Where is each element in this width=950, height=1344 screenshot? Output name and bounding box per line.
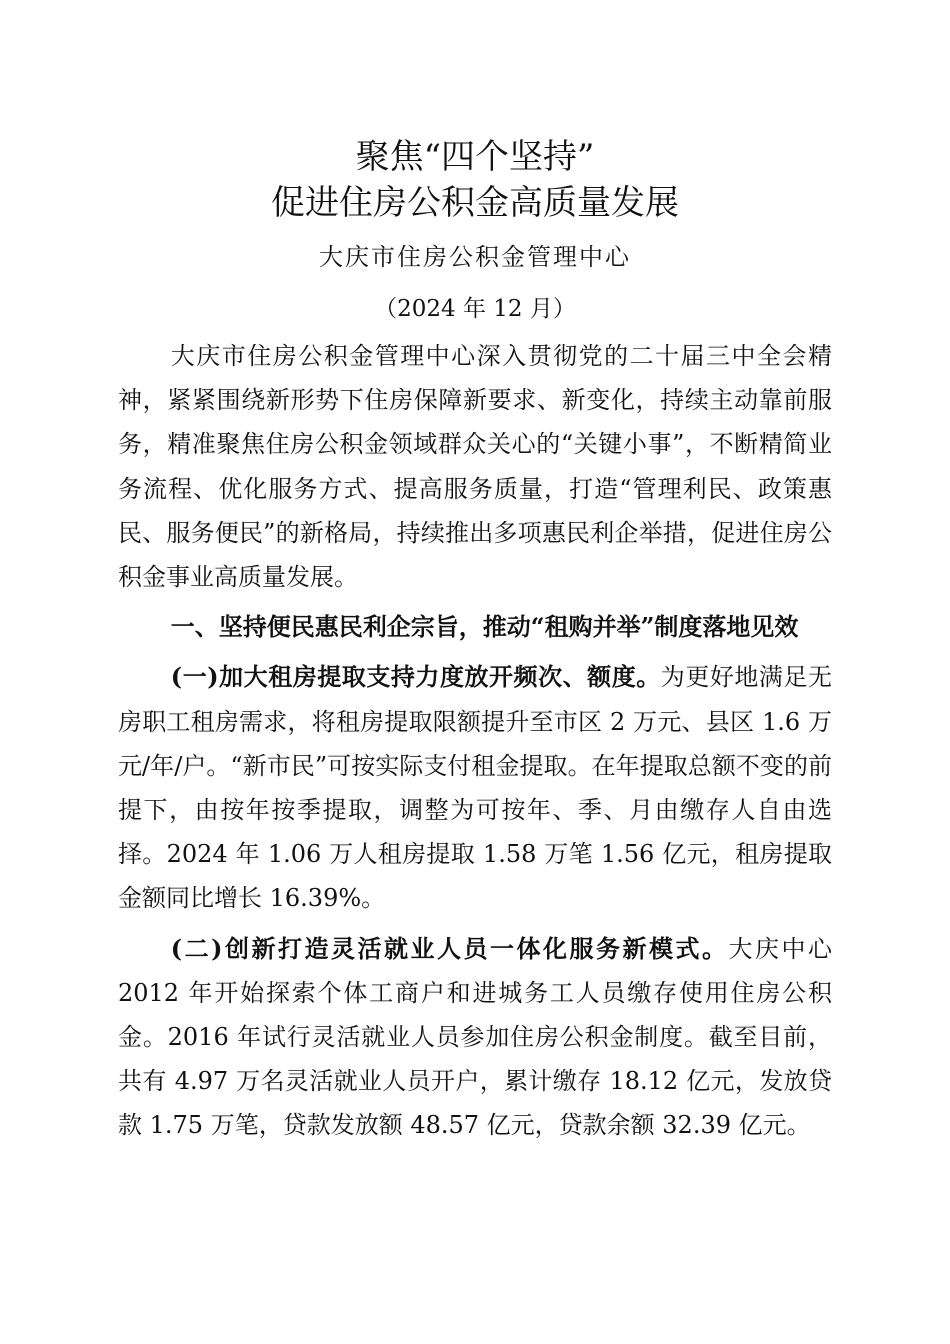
title-line-1: 聚焦“四个坚持” (355, 137, 595, 177)
item-2-paragraph (118, 927, 832, 1148)
intro-paragraph: 大庆市住房公积金管理中心深入贯彻党的二十届三中全会精神，紧紧围绕新形势下住房保障新要求、新变化，持续主动靠前服务，精准聚焦住房公积金领域群众关心的“关键小事”，不断精简业务流程、优化服务方式、提高服务质量，打造“管理利民、政策惠民、服务便民”的新格局，持续推出多项惠民利企举措，促进住房公积金事业高质量发展。 (118, 342, 832, 592)
item-2-lead: (二)创新打造灵活就业人员一体化服务新模式。 (170, 933, 729, 963)
item-1-paragraph (118, 655, 832, 920)
document-author: 大庆市住房公积金管理中心 (319, 243, 631, 271)
document-date: （2024 年 12 月） (374, 296, 576, 322)
document-title (118, 134, 832, 226)
section-1-heading: 一、坚持便民惠民利企宗旨，推动“租购并举”制度落地见效 (170, 612, 799, 642)
item-1-body: 为更好地满足无房职工租房需求，将租房提取限额提升至市区 2 万元、县区 1.6 万元/年/户。“新市民”可按实际支付租金提取。在年提取总额不变的前提下，由按年按季提取，调整为可按年、季、月由缴存人自由选择。2024 年 1.06 万人租房提取 1.58 万笔 1.56 亿元，租房提取金额同比增长 16.39%。 (118, 663, 832, 913)
title-line-2: 促进住房公积金高质量发展 (271, 183, 679, 223)
item-1-lead: (一)加大租房提取支持力度放开频次、额度。 (170, 662, 661, 692)
item-2-body: 大庆中心 2012 年开始探索个体工商户和进城务工人员缴存使用住房公积金。2016 年试行灵活就业人员参加住房公积金制度。截至目前，共有 4.97 万名灵活就业人员开户，累计缴存 18.12 亿元，发放贷款 1.75 万笔，贷款发放额 48.57 亿元，贷款余额 32.39 亿元。 (118, 934, 832, 1140)
